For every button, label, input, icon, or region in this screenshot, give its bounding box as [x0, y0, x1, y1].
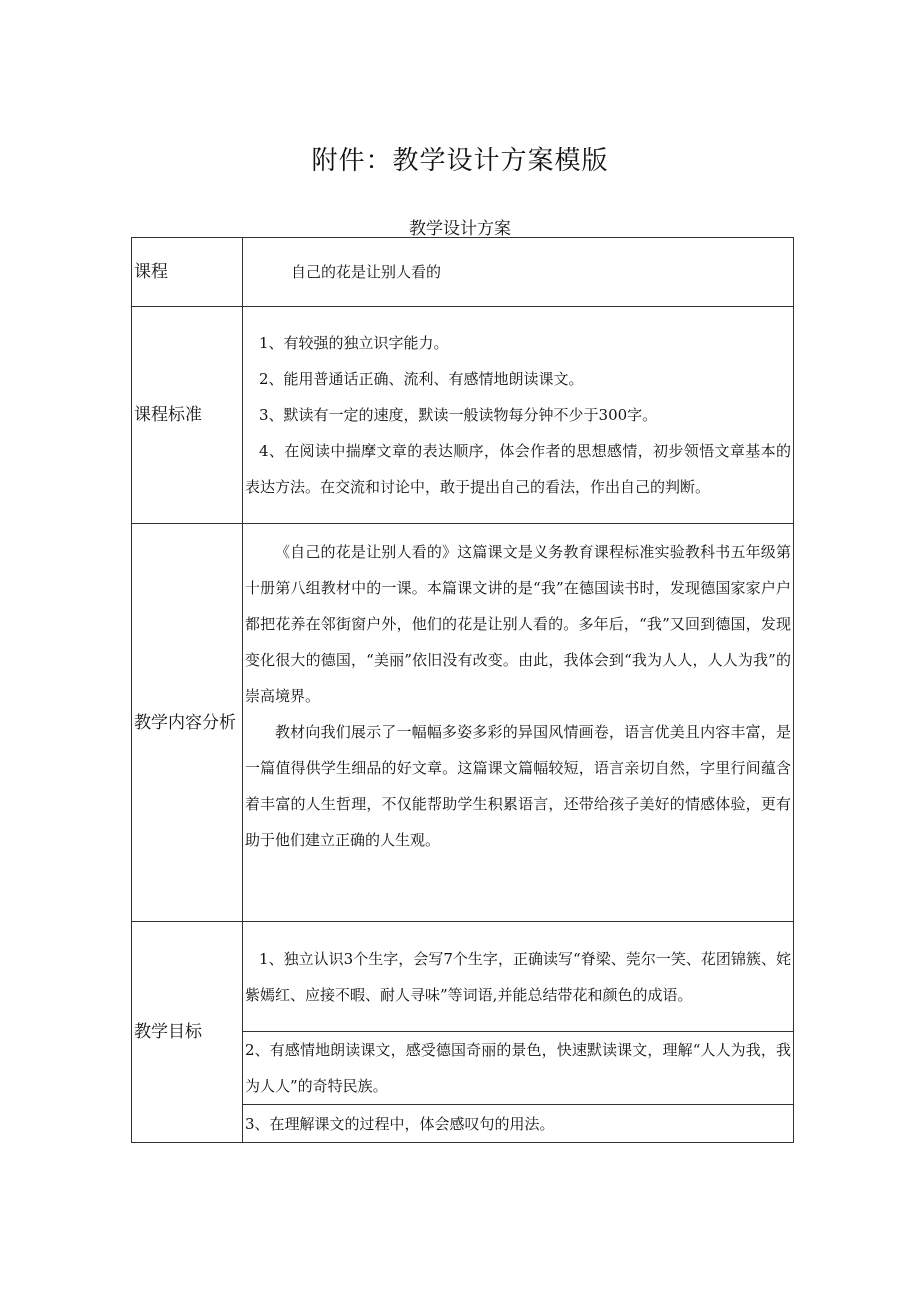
- goal-text: 3、在理解课文的过程中，体会感叹句的用法。: [245, 1114, 555, 1133]
- table-caption: 教学设计方案: [409, 219, 511, 239]
- goal-item: [243, 1105, 794, 1143]
- standard-item: 4、在阅读中揣摩文章的表达顺序，体会作者的思想感情，初步领悟文章基本的表达方法。在交流和讨论中，敢于提出自己的看法，作出自己的判断。: [245, 442, 791, 496]
- goal-text: 1、独立认识3个生字，会写7个生字，正确读写“脊梁、莞尔一笑、花团锦簇、姹紫嫣红、应接不暇、耐人寻味”等词语,并能总结带花和颜色的成语。: [245, 949, 791, 1004]
- goal-item: [243, 922, 794, 1032]
- standard-item: 2、能用普通话正确、流利、有感情地朗读课文。: [259, 370, 584, 388]
- label-goals: 教学目标: [132, 922, 243, 1143]
- table-row-standards: [132, 307, 794, 524]
- label-standards: 课程标准: [132, 307, 243, 524]
- goal-text: 2、有感情地朗读课文，感受德国奇丽的景色，快速默读课文，理解“人人为我，我为人人”的奇特民族。: [245, 1041, 791, 1095]
- design-table: [131, 237, 794, 1143]
- analysis-paragraph: 《自己的花是让别人看的》这篇课文是义务教育课程标准实验教科书五年级第十册第八组教材中的一课。本篇课文讲的是“我”在德国读书时，发现德国家家户户都把花养在邻街窗户外，他们的花是让别人看的。多年后，“我”又回到德国，发现变化很大的德国，“美丽”依旧没有改变。由此，我体会到“我为人人，人人为我”的崇高境界。: [245, 543, 791, 705]
- analysis-content: [243, 524, 794, 922]
- course-value: 自己的花是让别人看的: [243, 238, 794, 307]
- label-analysis: 教学内容分析: [132, 524, 243, 922]
- label-course: 课程: [132, 238, 243, 307]
- table-row-course: [132, 238, 794, 307]
- table-row-goal-1: [132, 922, 794, 1032]
- standards-content: [243, 307, 794, 524]
- goal-item: [243, 1032, 794, 1105]
- page-title: 附件：教学设计方案模版: [311, 146, 609, 176]
- standard-item: 3、默读有一定的速度，默读一般读物每分钟不少于300字。: [259, 406, 658, 424]
- analysis-paragraph: 教材向我们展示了一幅幅多姿多彩的异国风情画卷，语言优美且内容丰富，是一篇值得供学生细品的好文章。这篇课文篇幅较短，语言亲切自然，字里行间蕴含着丰富的人生哲理，不仅能帮助学生积累语言，还带给孩子美好的情感体验，更有助于他们建立正确的人生观。: [245, 723, 791, 849]
- standard-item: 1、有较强的独立识字能力。: [259, 334, 449, 352]
- table-row-analysis: [132, 524, 794, 922]
